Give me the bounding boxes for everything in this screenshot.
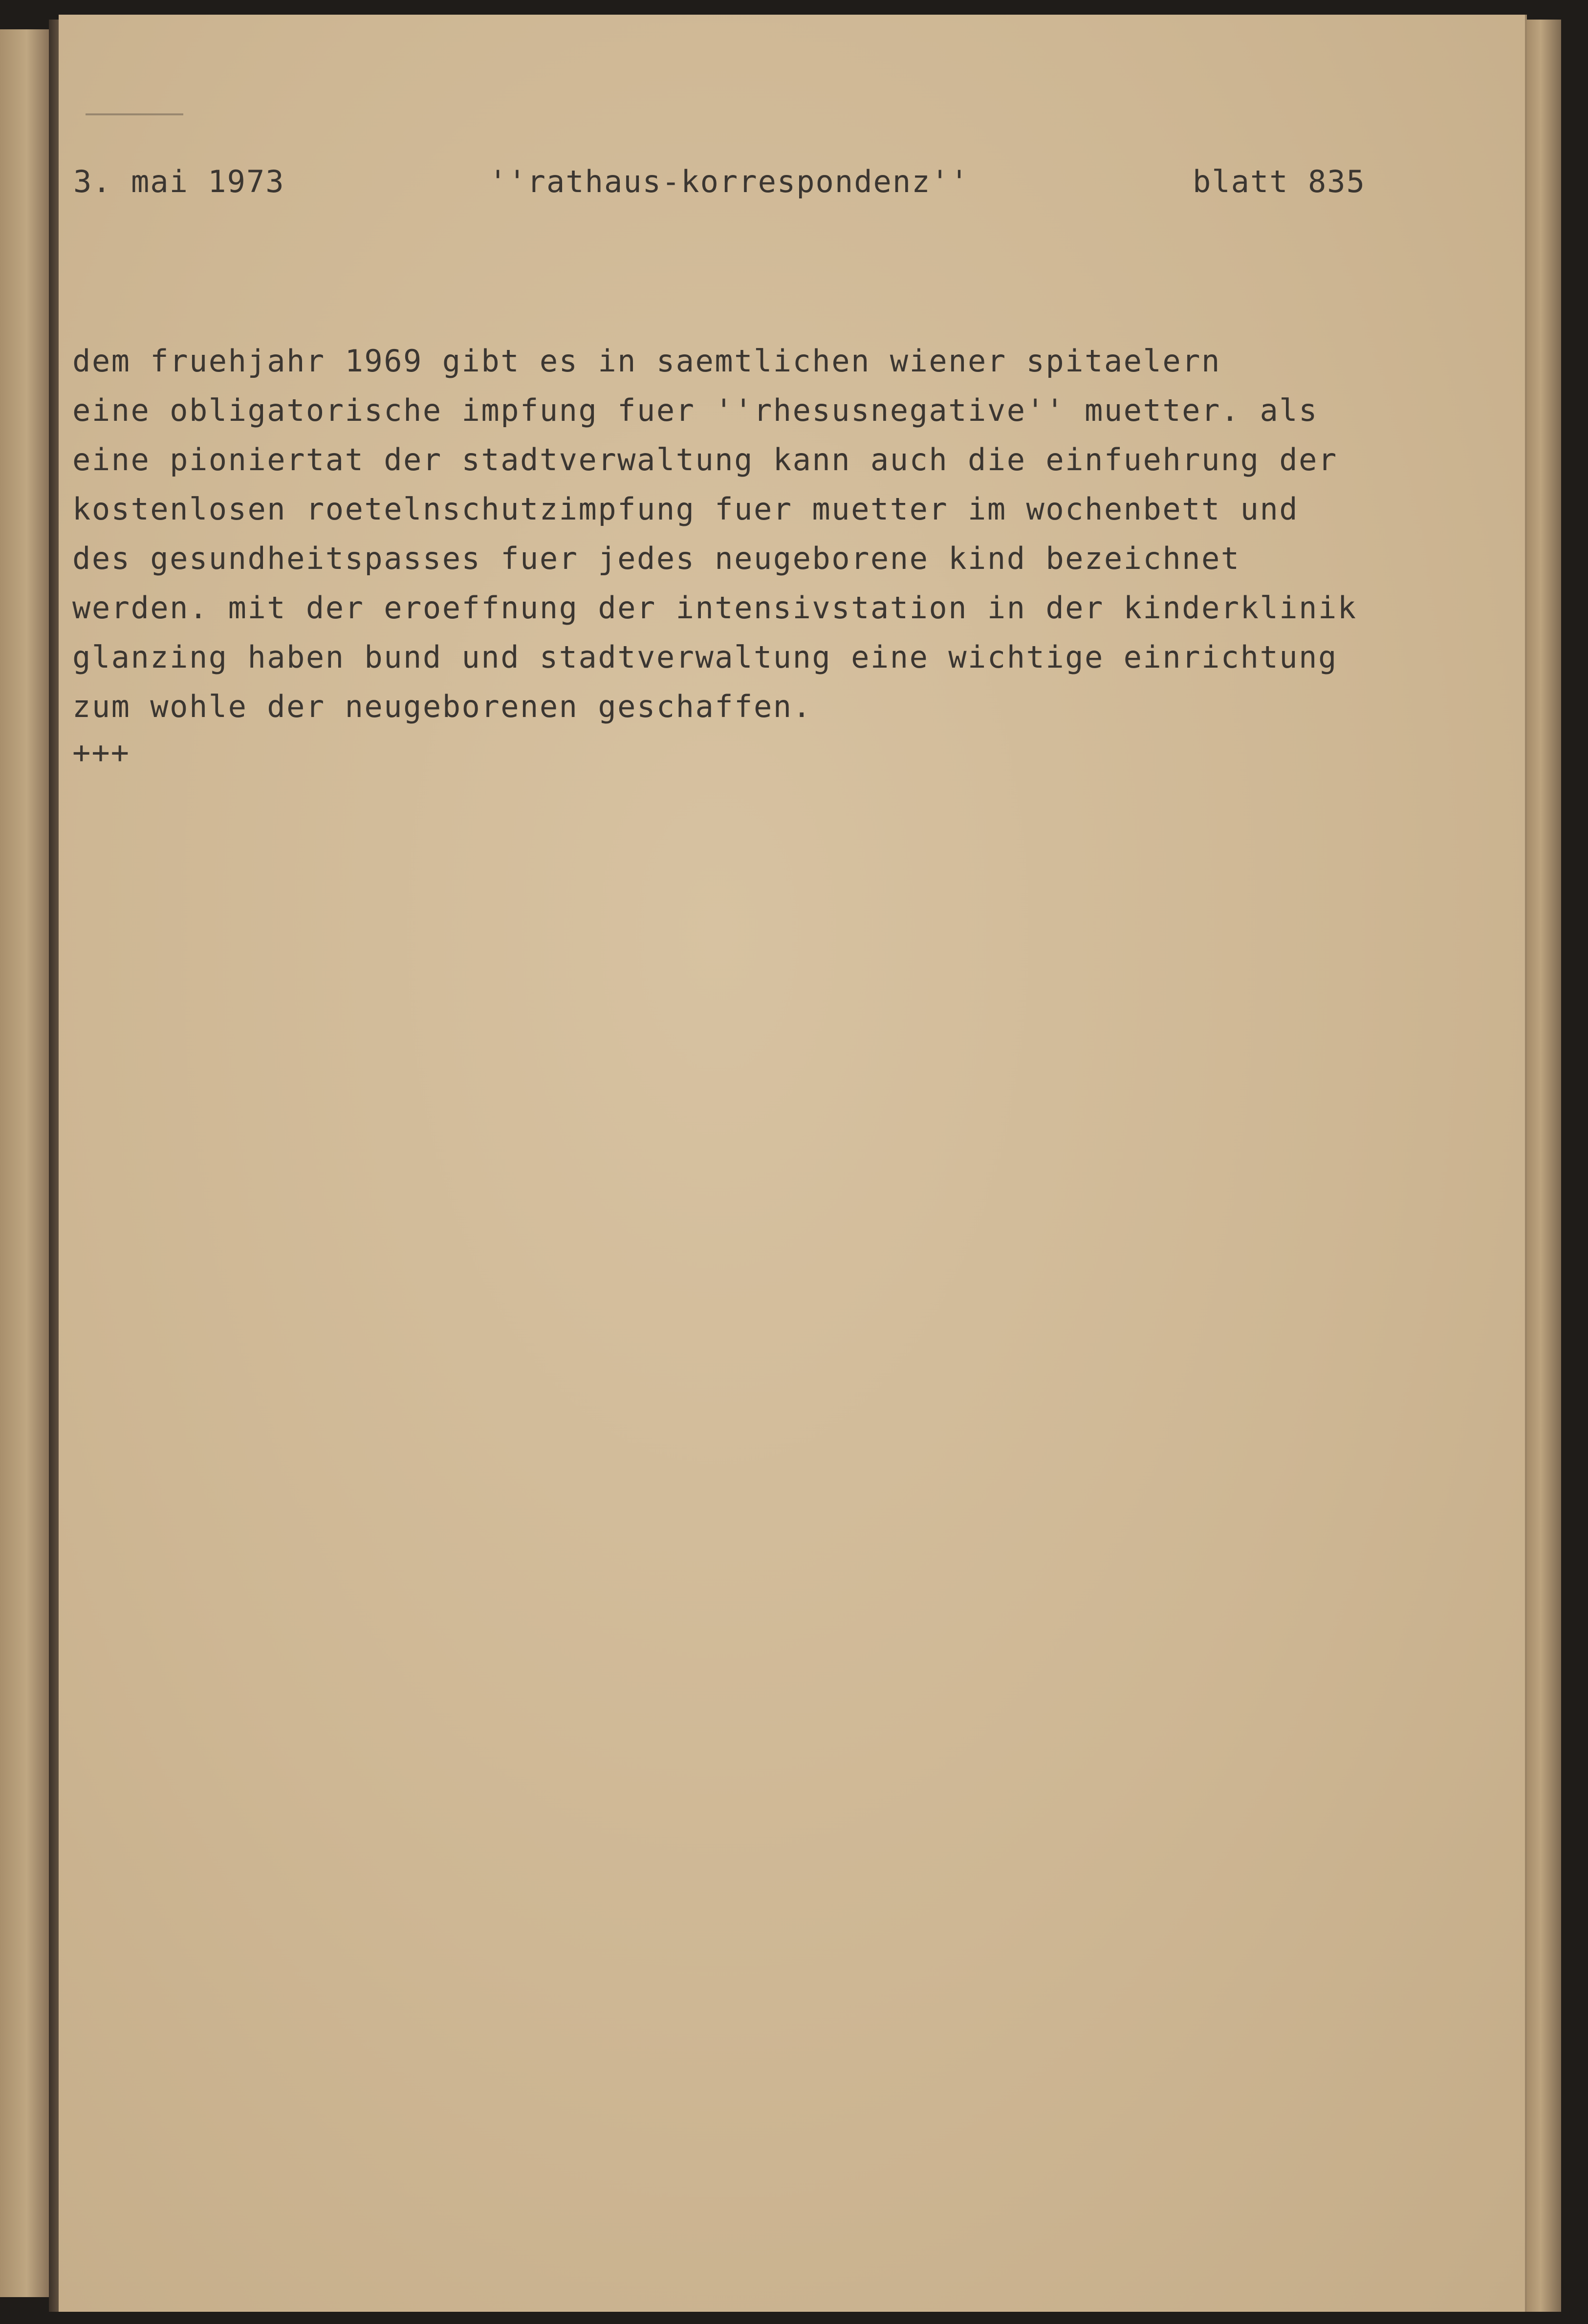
page-header [0,162,1588,201]
body-text [72,336,1490,731]
text-line: kostenlosen roetelnschutzimpfung fuer muetter im wochenbett und [72,491,1299,527]
text-line: eine obligatorische impfung fuer ''rhesusnegative'' muetter. als [72,392,1318,428]
text-line: werden. mit der eroeffnung der intensivstation in der kinderklinik [72,590,1357,626]
previous-page-edge [0,29,49,2297]
text-line: zum wohle der neugeborenen geschaffen. [72,689,812,724]
corner-mark [86,113,183,115]
text-line: eine pioniertat der stadtverwaltung kann auch die einfuehrung der [72,442,1338,478]
header-title: ''rathaus-korrespondenz'' [489,164,970,199]
text-line: des gesundheitspasses fuer jedes neugeborene kind bezeichnet [72,541,1240,576]
text-line: dem fruehjahr 1969 gibt es in saemtlichen wiener spitaelern [72,343,1221,379]
end-mark: +++ [72,735,130,770]
header-date: 3. mai 1973 [73,164,285,199]
header-sheet-number: blatt 835 [1193,164,1366,199]
text-line: glanzing haben bund und stadtverwaltung eine wichtige einrichtung [72,639,1338,675]
page-stack-edge [1527,20,1561,2312]
